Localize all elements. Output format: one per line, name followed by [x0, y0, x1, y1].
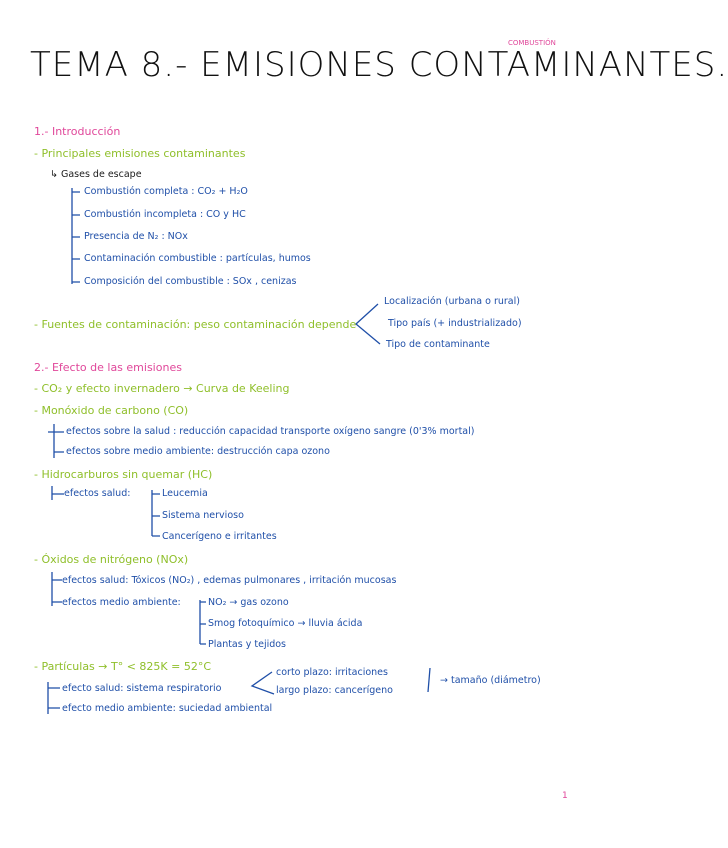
- gases-item: Combustión incompleta : CO y HC: [84, 209, 246, 220]
- gases-item: Composición del combustible : SOx , cenizas: [84, 276, 297, 287]
- part-plazo-item: largo plazo: cancerígeno: [276, 685, 393, 696]
- depends-item: Localización (urbana o rural): [384, 296, 520, 307]
- gases-escape: ↳ Gases de escape: [50, 169, 142, 180]
- nox-medio-item: Smog fotoquímico → lluvia ácida: [208, 618, 363, 629]
- co2-heading: - CO₂ y efecto invernadero → Curva de Keeling: [34, 382, 290, 395]
- section-1-heading: 1.- Introducción: [34, 125, 121, 138]
- nox-medio-item: Plantas y tejidos: [208, 639, 287, 650]
- part-plazo-item: corto plazo: irritaciones: [276, 667, 388, 678]
- depends-item: Tipo de contaminante: [386, 339, 490, 350]
- depends-item: Tipo país (+ industrializado): [388, 318, 522, 329]
- fuentes-heading: - Fuentes de contaminación: peso contaminación depende: [34, 318, 357, 331]
- header-tag: COMBUSTIÓN: [508, 39, 556, 47]
- co-item: efectos sobre medio ambiente: destrucción capa ozono: [66, 446, 330, 457]
- page-number: 1: [562, 791, 568, 801]
- nox-medio-item: NO₂ → gas ozono: [208, 597, 289, 608]
- principales-heading: - Principales emisiones contaminantes: [34, 147, 246, 160]
- hc-heading: - Hidrocarburos sin quemar (HC): [34, 468, 213, 481]
- gases-item: Presencia de N₂ : NOx: [84, 231, 188, 242]
- part-salud-label: efecto salud: sistema respiratorio: [62, 683, 222, 694]
- section-2-heading: 2.- Efecto de las emisiones: [34, 361, 182, 374]
- gases-item: Combustión completa : CO₂ + H₂O: [84, 186, 248, 197]
- co-item: efectos sobre la salud : reducción capacidad transporte oxígeno sangre (0'3% mortal): [66, 426, 475, 437]
- part-tamano: → tamaño (diámetro): [440, 675, 541, 686]
- hc-item: Sistema nervioso: [162, 510, 244, 521]
- nox-heading: - Óxidos de nitrógeno (NOx): [34, 553, 189, 566]
- gases-item: Contaminación combustible : partículas, humos: [84, 253, 311, 264]
- part-medio: efecto medio ambiente: suciedad ambiental: [62, 703, 273, 714]
- particulas-heading: - Partículas → T° < 825K = 52°C: [34, 660, 212, 673]
- nox-salud: efectos salud: Tóxicos (NO₂) , edemas pulmonares , irritación mucosas: [62, 575, 397, 586]
- hc-item: Cancerígeno e irritantes: [162, 531, 277, 542]
- page-title: TEMA 8.- EMISIONES CONTAMINANTES.: [30, 45, 728, 85]
- hc-item: Leucemia: [162, 488, 208, 499]
- nox-medio-label: efectos medio ambiente:: [62, 597, 181, 608]
- hc-label: efectos salud:: [64, 488, 131, 499]
- co-heading: - Monóxido de carbono (CO): [34, 404, 189, 417]
